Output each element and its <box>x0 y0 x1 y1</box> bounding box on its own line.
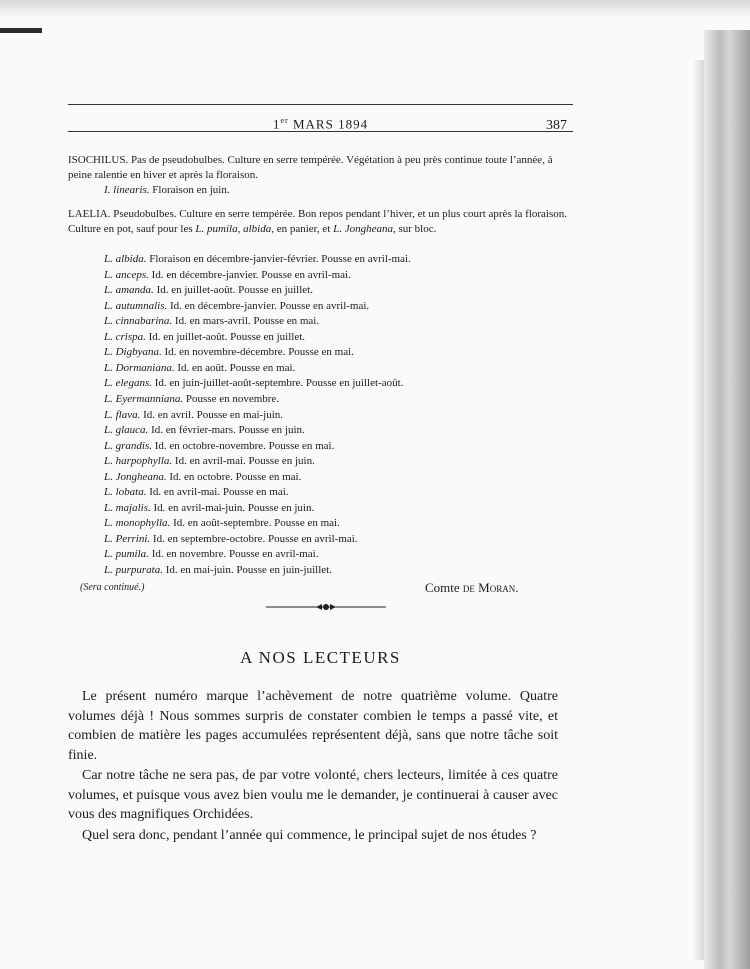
paragraph: Le présent numéro marque l’achèvement de notre quatrième volume. Quatre volumes déjà ! Nous sommes surpris de constater combien le temps a passé vite, et combien de matière les pages accumulées représentent déjà, sans que notre tâche soit finie. <box>68 689 558 764</box>
species-text: Id. en novembre. Pousse en avril-mai. <box>151 548 319 561</box>
header-date: 1er MARS 1894 <box>273 116 369 132</box>
genus-description: Pas de pseudobulbes. Culture en serre tempérée. Végétation à peu près continue toute l’année, à peine ralentie en hiver et après la floraison. <box>68 154 553 182</box>
species-text: Id. en octobre. Pousse en mai. <box>169 470 302 483</box>
genus-description-italic: L. pumila, albida, <box>195 223 274 236</box>
species-text: Id. en juillet-août. Pousse en juillet. <box>156 284 313 297</box>
species-name: L. glauca. <box>104 424 149 437</box>
species-text: Id. en février-mars. Pousse en juin. <box>151 424 305 437</box>
laelia-entry <box>68 207 573 238</box>
species-text: Pousse en novembre. <box>185 392 280 405</box>
author-signature: Comte de Moran. <box>425 580 519 595</box>
species-entry <box>104 501 314 516</box>
species-entry <box>104 376 403 391</box>
species-entry <box>104 345 354 360</box>
species-name: L. elegans. <box>104 377 152 390</box>
species-text: Id. en avril-mai-juin. Pousse en juin. <box>153 501 315 514</box>
species-entry <box>104 439 334 454</box>
species-name: L. cinnabarina. <box>104 315 173 328</box>
species-entry <box>104 563 332 578</box>
species-name: L. albida. <box>104 253 147 265</box>
section-title: A NOS LECTEURS <box>240 648 401 667</box>
species-name: L. grandis. <box>104 439 152 452</box>
genus-description: Pseudobulbes. Culture en serre tempérée. Bon repos pendant l’hiver, et un plus court après la floraison. Culture en pot, sauf pour les <box>68 208 568 236</box>
paragraph: Quel sera donc, pendant l’année qui commence, le principal sujet de nos études ? <box>82 828 537 843</box>
species-name: L. amanda. <box>104 284 154 297</box>
book-spine-shadow <box>704 30 750 969</box>
species-name: L. Perrini. <box>104 532 151 545</box>
species-name: L. Digbyana. <box>104 346 162 359</box>
journal-page <box>68 0 678 969</box>
species-entry <box>104 516 340 531</box>
paragraph: Car notre tâche ne sera pas, de par votre volonté, chers lecteurs, limitée à ces quatre volumes, et puisque vous avez bien voulu me le demander, je continuerai à causer avec vous des magnifiques Orchidées. <box>68 768 558 823</box>
species-text: Id. en septembre-octobre. Pousse en avril-mai. <box>152 532 358 545</box>
species-name: L. Dormaniana. <box>104 361 175 374</box>
species-name: L. pumila. <box>104 548 149 561</box>
species-text: Id. en août-septembre. Pousse en mai. <box>173 517 340 530</box>
species-entry <box>104 532 358 547</box>
species-name: I. linearis. <box>104 184 150 196</box>
species-entry <box>104 268 351 283</box>
species-entry <box>104 299 369 314</box>
species-text: Floraison en décembre-janvier-février. Pousse en avril-mai. <box>149 253 411 265</box>
species-name: L. majalis. <box>104 501 151 514</box>
species-name: L. anceps. <box>104 268 149 281</box>
species-text: Id. en avril-mai. Pousse en mai. <box>149 486 289 499</box>
genus-name: LAELIA. <box>68 208 111 220</box>
species-name: L. crispa. <box>104 330 146 343</box>
species-text: Id. en juillet-août. Pousse en juillet. <box>148 330 306 343</box>
species-text: Id. en octobre-novembre. Pousse en mai. <box>154 439 335 452</box>
species-entry <box>104 330 305 345</box>
species-name: L. Eyermanniana. <box>104 392 184 405</box>
species-text: Floraison en juin. <box>152 184 230 196</box>
species-name: L. autumnalis. <box>104 299 168 312</box>
species-entry <box>104 423 305 438</box>
species-name: L. flava. <box>104 408 141 421</box>
species-text: Id. en mai-juin. Pousse en juin-juillet. <box>165 564 332 576</box>
species-entry <box>104 183 230 198</box>
genus-description: en panier, et <box>276 223 331 236</box>
species-name: L. lobata. <box>104 486 147 499</box>
page-number: 387 <box>546 118 567 133</box>
species-entry <box>104 485 289 500</box>
species-name: L. harpophylla. <box>104 455 173 468</box>
species-name: L. purpurata. <box>104 564 163 576</box>
species-text: Id. en juin-juillet-août-septembre. Pousse en juillet-août. <box>154 377 404 390</box>
species-text: Id. en novembre-décembre. Pousse en mai. <box>164 346 354 359</box>
genus-description: sur bloc. <box>398 223 437 236</box>
next-page-edge <box>694 60 704 960</box>
species-entry <box>104 252 411 267</box>
species-entry <box>104 408 283 423</box>
species-entry <box>104 392 279 407</box>
isochilus-entry <box>68 153 573 184</box>
species-name: L. Jongheana. <box>104 470 167 483</box>
species-text: Id. en août. Pousse en mai. <box>177 361 296 374</box>
species-text: Id. en avril-mai. Pousse en juin. <box>174 455 315 468</box>
species-entry <box>104 547 318 562</box>
species-text: Id. en avril. Pousse en mai-juin. <box>143 408 284 421</box>
species-entry <box>104 454 315 469</box>
scan-corner-mark <box>0 28 42 33</box>
species-entry <box>104 314 319 329</box>
species-text: Id. en décembre-janvier. Pousse en avril-mai. <box>170 299 370 312</box>
species-entry <box>104 361 295 376</box>
continued-note: (Sera continué.) <box>80 582 145 593</box>
genus-name: ISOCHILUS. <box>68 154 129 166</box>
genus-description-italic: L. Jongheana, <box>333 223 396 236</box>
species-name: L. monophylla. <box>104 517 171 530</box>
section-divider-ornament <box>266 602 386 612</box>
species-entry <box>104 470 301 485</box>
header-rule-top <box>68 104 573 105</box>
species-entry <box>104 283 313 298</box>
species-text: Id. en décembre-janvier. Pousse en avril-mai. <box>151 268 351 281</box>
species-text: Id. en mars-avril. Pousse en mai. <box>174 315 320 328</box>
